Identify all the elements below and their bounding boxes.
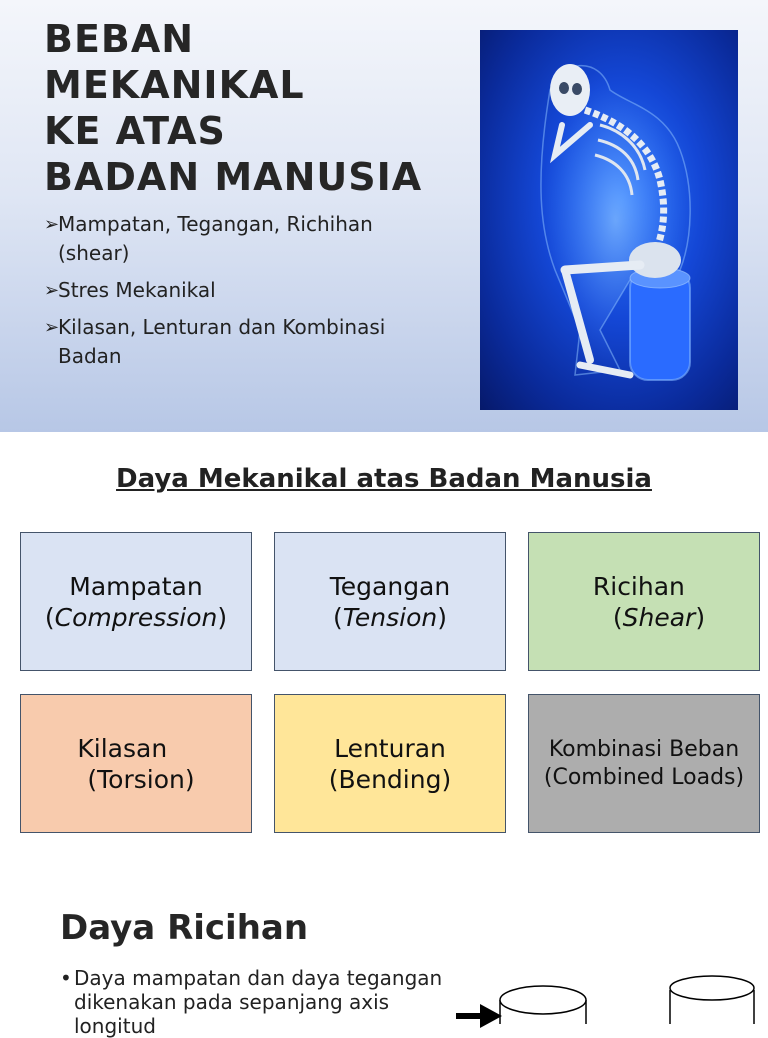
box-tension: Tegangan (Tension) [274,532,506,671]
box-label: Kombinasi Beban [548,736,740,762]
box-combined-loads [528,694,760,833]
slide-1-bullet-list [44,210,444,379]
box-label: Kilasan [77,733,168,763]
slide-2 [0,432,768,864]
slide-3-heading: Daya Ricihan [60,908,309,948]
slide-2-heading: Daya Mekanikal atas Badan Manusia [116,464,652,494]
bullet-text: Stres Mekanikal [58,278,216,302]
box-label: Lenturan [334,733,446,763]
box-english-label: Compression [54,602,218,632]
box-compression: Mampatan (Compression) [20,532,252,671]
arrow-bullet-icon: ➢ [44,280,60,301]
box-label: Ricihan [592,571,685,601]
title-line-2: MEKANIKAL [44,63,305,107]
bullet-dot-icon: • [60,966,72,990]
skeleton-thinker-image [480,30,738,410]
title-line-1: BEBAN [44,17,195,61]
skeleton-illustration [480,30,738,410]
box-bending [274,694,506,833]
bullet-text: Kilasan, Lenturan dan Kombinasi Badan [58,315,386,368]
bullet-item [44,276,444,305]
box-torsion [20,694,252,833]
bullet-text: Daya mampatan dan daya tegangan dikenakan pada sepanjang axis longitud [74,966,443,1038]
bullet-item [44,313,444,371]
box-label: Tegangan [329,571,451,601]
box-english-label: (Torsion) [87,764,195,794]
slide-3 [0,864,768,1038]
shear-cylinder-diagram [450,964,768,1024]
title-line-3: KE ATAS [44,109,226,153]
slide-1 [0,0,768,432]
arrow-bullet-icon: ➢ [44,214,60,235]
box-shear: Ricihan (Shear) [528,532,760,671]
box-english-label: (Combined Loads) [543,764,745,790]
box-english-label: Tension [342,602,438,632]
bullet-text: Mampatan, Tegangan, Richihan (shear) [58,212,373,265]
arrow-bullet-icon: ➢ [44,317,60,338]
box-english-label: (Bending) [328,764,452,794]
box-english-label: Shear [622,602,696,632]
bullet-item [60,966,454,1038]
bullet-item [44,210,444,268]
title-line-4: BADAN MANUSIA [44,155,423,199]
box-label: Mampatan [69,571,203,601]
slide-title [44,16,474,200]
